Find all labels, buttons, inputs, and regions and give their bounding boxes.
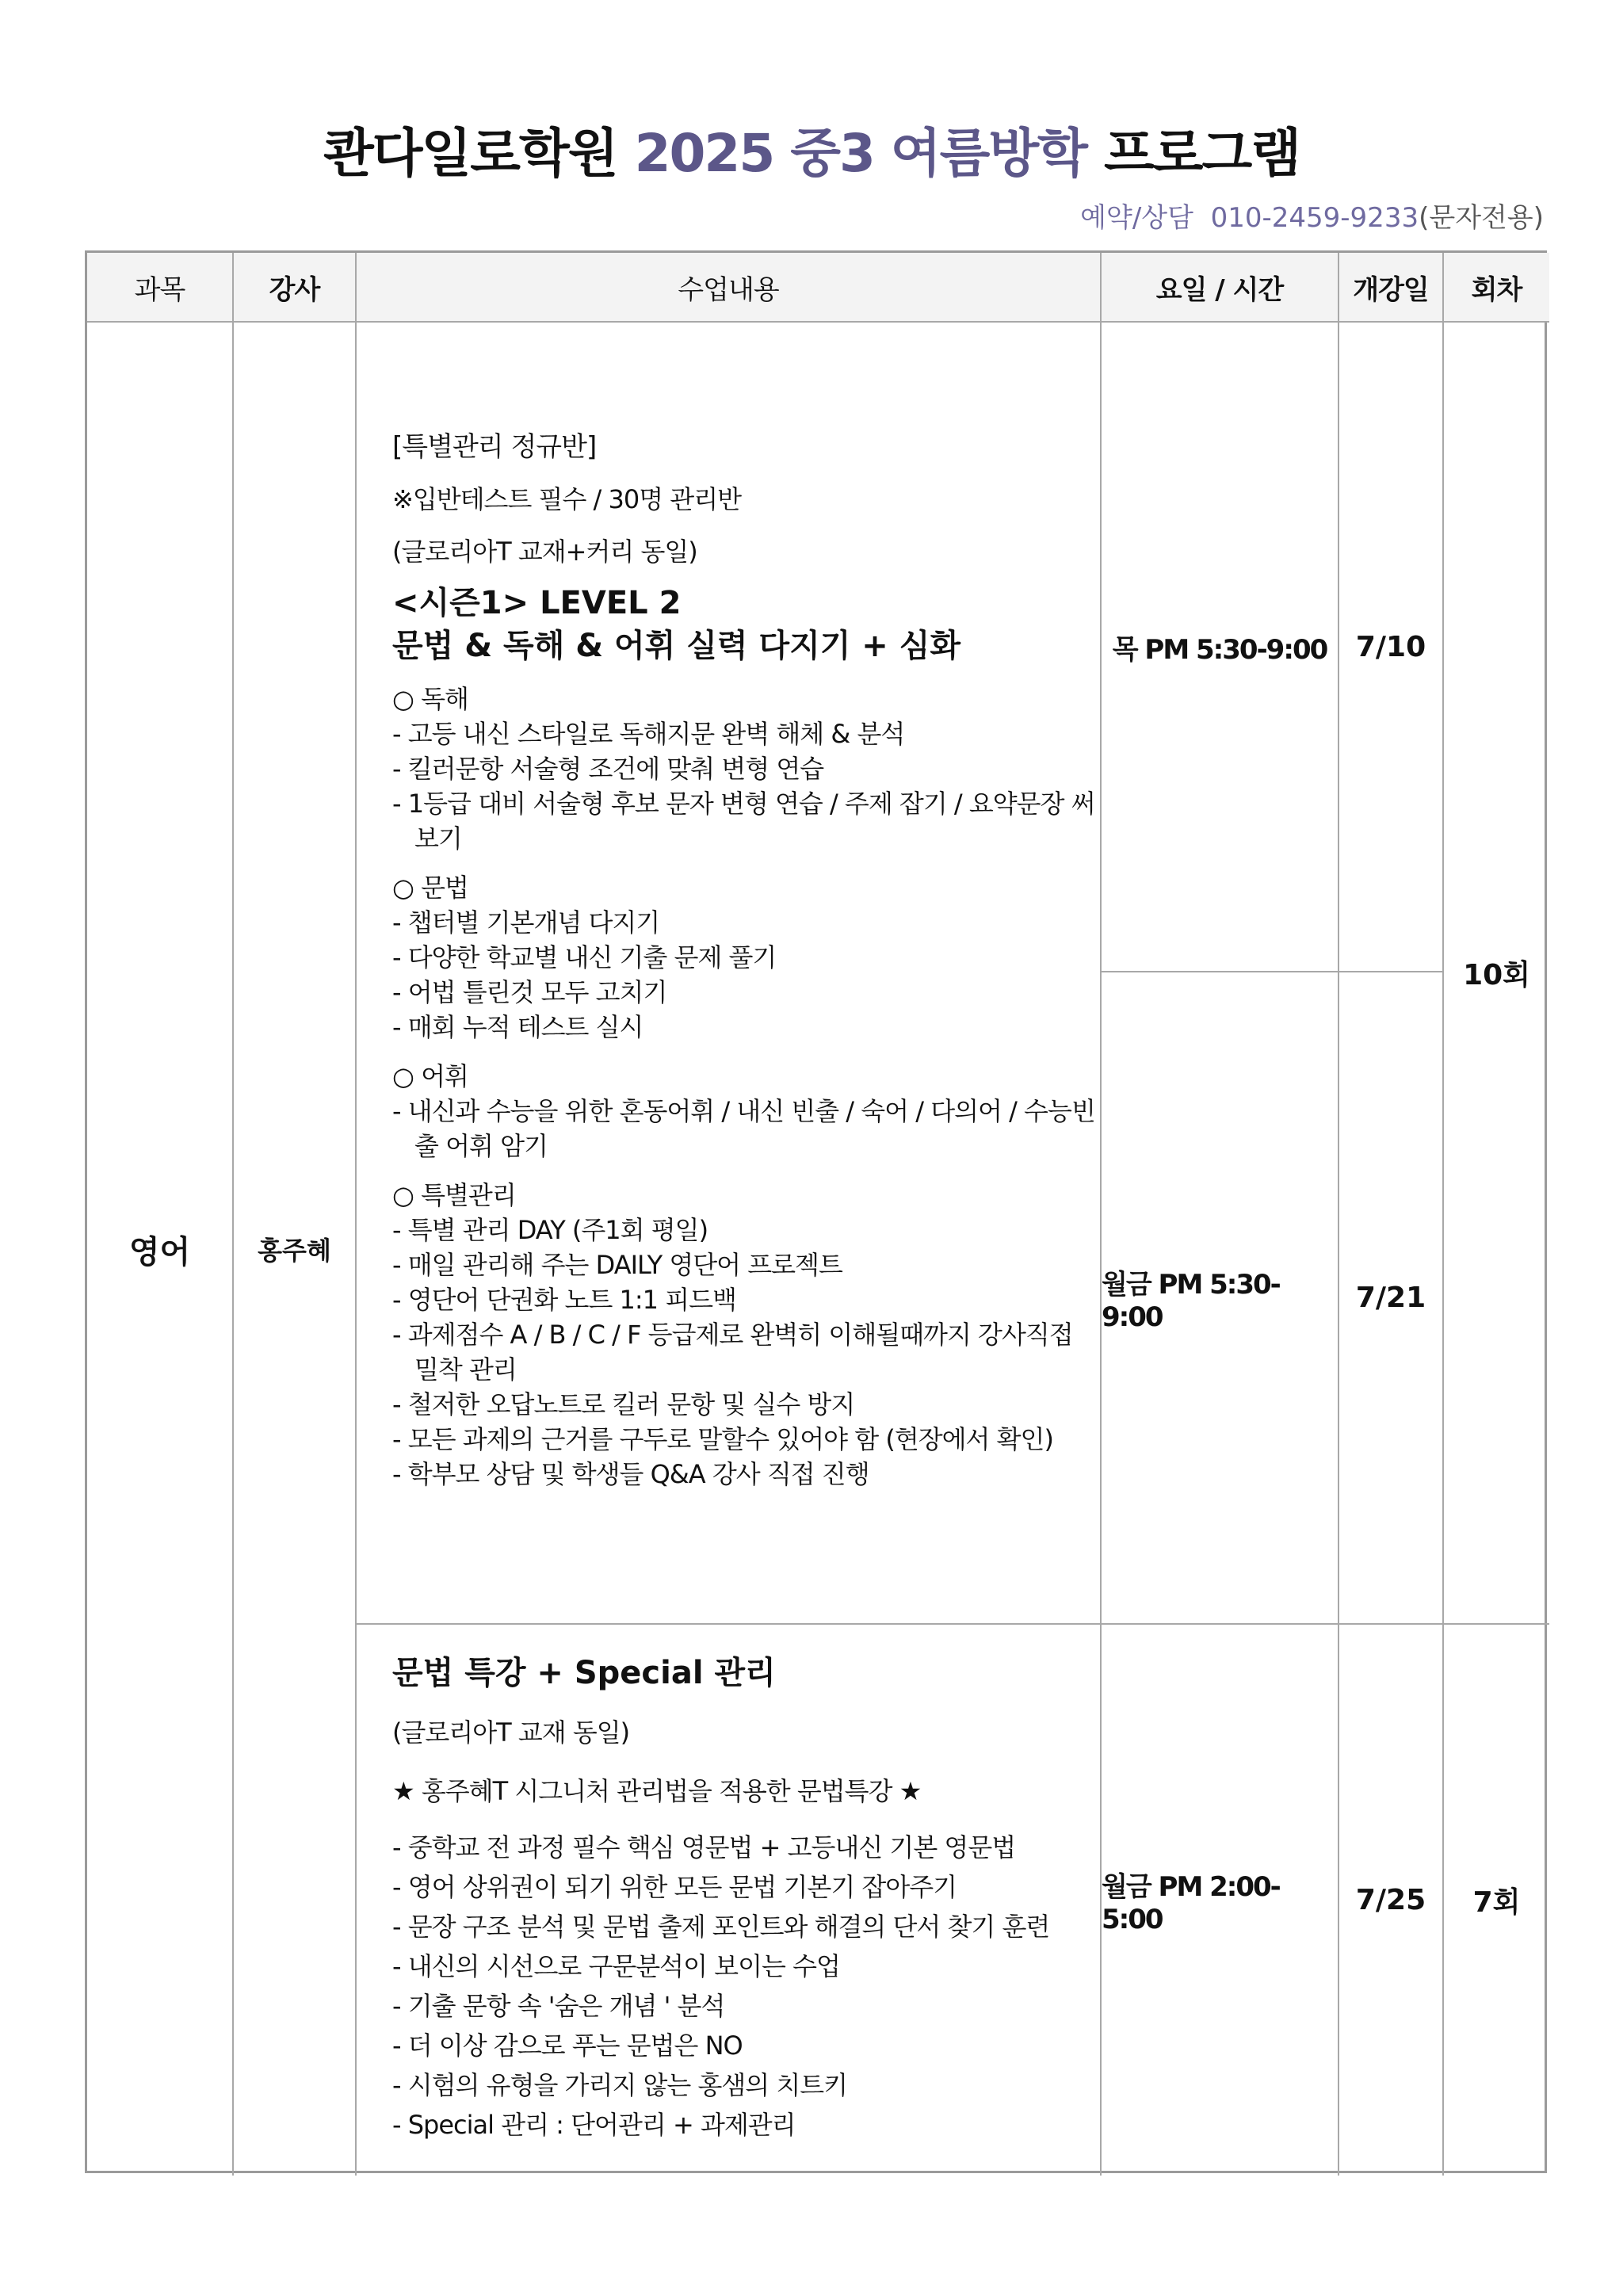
course2-note2: ★ 홍주혜T 시그니처 관리법을 적용한 문법특강 ★ xyxy=(392,1776,922,1806)
course1-list-item: - 영단어 단권화 노트 1:1 피드백 xyxy=(392,1285,736,1315)
course2-items xyxy=(392,1828,1100,2145)
contact-label: 예약/상담 xyxy=(1080,202,1193,234)
subject-cell: 영어 xyxy=(87,323,234,2176)
course2-list-item: - 더 이상 감으로 푸는 문법은 NO xyxy=(392,2030,743,2061)
course2-schedule: 월금 PM 2:00-5:00 xyxy=(1102,1625,1339,2176)
course2-list-item: - 기출 문항 속 '숨은 개념 ' 분석 xyxy=(392,1991,725,2021)
course2-list-item: - 중학교 전 과정 필수 핵심 영문법 + 고등내신 기본 영문법 xyxy=(392,1832,1016,1862)
header-subject: 과목 xyxy=(87,253,234,323)
page-title xyxy=(0,111,1623,186)
course1-list-item: - 1등급 대비 서술형 후보 문자 변형 연습 / 주제 잡기 / 요약문장 써보기 xyxy=(392,789,1095,854)
schedule-table xyxy=(85,250,1547,2173)
course2-list-item: - 시험의 유형을 가리지 않는 홍샘의 치트키 xyxy=(392,2070,848,2100)
title-suffix: 프로그램 xyxy=(1103,123,1300,184)
course1-list-item: - 내신과 수능을 위한 혼동어휘 / 내신 빈출 / 숙어 / 다의어 / 수능빈출 어휘 암기 xyxy=(392,1096,1095,1161)
course2-content-cell xyxy=(357,1625,1102,2176)
course1-rounds: 10회 xyxy=(1444,323,1549,1625)
course1-start-a: 7/10 xyxy=(1339,323,1444,972)
course2-start: 7/25 xyxy=(1339,1625,1444,2176)
course1-start-b: 7/21 xyxy=(1339,972,1444,1625)
header-schedule: 요일 / 시간 xyxy=(1102,253,1339,323)
course1-list-item: - 과제점수 A / B / C / F 등급제로 완벽히 이해될때까지 강사직접 밀착 관리 xyxy=(392,1320,1073,1385)
course2-list-item: - 영어 상위권이 되기 위한 모든 문법 기본기 잡아주기 xyxy=(392,1872,957,1902)
course1-content xyxy=(357,323,1100,1492)
course1-section-title: ○ 특별관리 xyxy=(392,1180,516,1210)
course1-content-cell xyxy=(357,323,1102,1625)
course1-list-item: - 다양한 학교별 내신 기출 문제 풀기 xyxy=(392,942,777,972)
course2-list-item: - 내신의 시선으로 구문분석이 보이는 수업 xyxy=(392,1951,840,1981)
course1-list-item: - 철저한 오답노트로 킬러 문항 및 실수 방지 xyxy=(392,1389,855,1419)
contact-line xyxy=(1080,196,1544,235)
course1-schedule-a: 목 PM 5:30-9:00 xyxy=(1102,323,1339,972)
course1-tag: [특별관리 정규반] xyxy=(392,431,597,463)
title-highlight: 2025 중3 여름방학 xyxy=(634,123,1086,184)
course2-list-item: - 문장 구조 분석 및 문법 출제 포인트와 해결의 단서 찾기 훈련 xyxy=(392,1912,1050,1942)
course1-note2: (글로리아T 교재+커리 동일) xyxy=(392,537,697,567)
course1-list-item: - 챕터별 기본개념 다지기 xyxy=(392,907,660,938)
course1-list-item: - 특별 관리 DAY (주1회 평일) xyxy=(392,1215,708,1245)
course2-list-item: - Special 관리 : 단어관리 + 과제관리 xyxy=(392,2110,796,2140)
course1-list-item: - 학부모 상담 및 학생들 Q&A 강사 직접 진행 xyxy=(392,1459,869,1489)
title-prefix: 콴다일로학원 xyxy=(323,123,617,184)
course2-content xyxy=(357,1625,1100,2145)
contact-note: (문자전용) xyxy=(1419,202,1544,234)
course1-list-item: - 매일 관리해 주는 DAILY 영단어 프로젝트 xyxy=(392,1250,842,1280)
course1-schedule-b: 월금 PM 5:30-9:00 xyxy=(1102,972,1339,1625)
course1-sections xyxy=(392,682,1100,1492)
course1-section-title: ○ 독해 xyxy=(392,684,468,714)
contact-phone: 010-2459-9233 xyxy=(1210,202,1419,234)
course1-section-title: ○ 어휘 xyxy=(392,1061,468,1091)
course1-list-item: - 고등 내신 스타일로 독해지문 완벽 해체 & 분석 xyxy=(392,719,905,749)
course1-list-item: - 모든 과제의 근거를 구두로 말할수 있어야 함 (현장에서 확인) xyxy=(392,1424,1053,1454)
course1-list-item: - 킬러문항 서술형 조건에 맞춰 변형 연습 xyxy=(392,754,824,784)
course1-list-item: - 매회 누적 테스트 실시 xyxy=(392,1012,643,1042)
header-content: 수업내용 xyxy=(357,253,1102,323)
course2-heading: 문법 특강 + Special 관리 xyxy=(392,1655,776,1691)
course1-section-title: ○ 문법 xyxy=(392,873,468,903)
course1-heading1: <시즌1> LEVEL 2 xyxy=(392,585,682,621)
header-rounds: 회차 xyxy=(1444,253,1549,323)
course2-note1: (글로리아T 교재 동일) xyxy=(392,1717,630,1748)
course1-list-item: - 어법 틀린것 모두 고치기 xyxy=(392,977,667,1007)
teacher-cell: 홍주혜 xyxy=(234,323,357,2176)
course1-note1: ※입반테스트 필수 / 30명 관리반 xyxy=(392,484,742,514)
course1-heading2: 문법 & 독해 & 어휘 실력 다지기 + 심화 xyxy=(392,628,961,664)
header-teacher: 강사 xyxy=(234,253,357,323)
header-start-date: 개강일 xyxy=(1339,253,1444,323)
course2-rounds: 7회 xyxy=(1472,1886,1521,1919)
